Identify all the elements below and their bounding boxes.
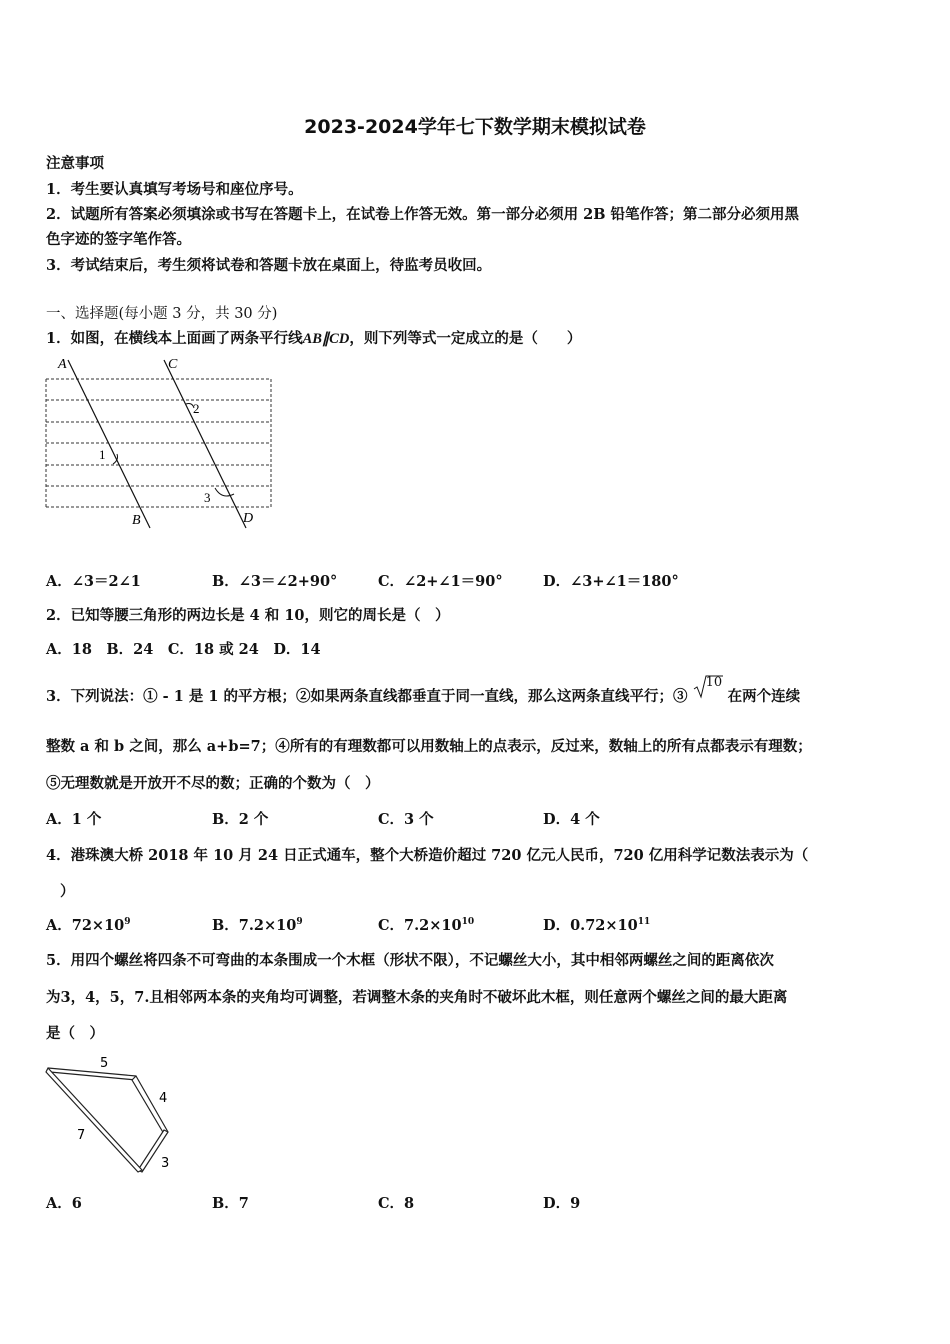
q1-option-d: D．∠3+∠1＝180° <box>543 573 679 590</box>
side-5-label: 5 <box>100 1056 109 1071</box>
q1-option-a: A．∠3＝2∠1 <box>46 573 141 590</box>
angle-1-label: 1 <box>99 447 106 462</box>
q4-option-a <box>46 914 131 935</box>
q4-option-a-base: A．72×10 <box>46 917 125 934</box>
q4-option-c-exp: 10 <box>461 917 475 928</box>
q1-stem-after: ，则下列等式一定成立的是（ ） <box>349 330 582 347</box>
q4-option-d <box>543 914 650 935</box>
question-4-line2: ） <box>60 883 75 900</box>
question-3-line2: 整数 a 和 b 之间，那么 a+b=7；④所有的有理数都可以用数轴上的点表示，反过来，数轴上的所有点都表示有理数； <box>46 738 812 755</box>
q3-option-a: A．1 个 <box>46 811 102 828</box>
question-1-stem <box>46 327 581 348</box>
notice-heading: 注意事项 <box>46 155 104 172</box>
label-a: A <box>58 357 67 372</box>
q4-option-b <box>212 914 303 935</box>
label-c: C <box>168 357 178 372</box>
q5-wooden-frame-figure <box>42 1050 192 1180</box>
sqrt-10 <box>693 675 723 701</box>
notice-item: 2．试题所有答案必须填涂或书写在答题卡上，在试卷上作答无效。第一部分必须用 2B 铅笔作答；第二部分必须用黑 <box>46 206 800 223</box>
q3-option-d: D．4 个 <box>543 811 600 828</box>
notice-item: 1．考生要认真填写考场号和座位序号。 <box>46 181 303 198</box>
q4-option-d-exp: 11 <box>637 917 651 928</box>
angle-2-label: 2 <box>193 401 200 416</box>
q4-option-a-exp: 9 <box>124 917 131 928</box>
question-5-line2: 为3，4，5，7.且相邻两本条的夹角均可调整，若调整木条的夹角时不破坏此木框，则任意两个螺丝之间的最大距离 <box>46 989 788 1006</box>
q5-option-d: D．9 <box>543 1195 581 1212</box>
notice-item: 色字迹的签字笔作答。 <box>46 231 191 248</box>
q4-option-c-base: C．7.2×10 <box>378 917 462 934</box>
side-3-label: 3 <box>161 1156 170 1171</box>
side-4-label: 4 <box>159 1091 168 1106</box>
q4-option-d-base: D．0.72×10 <box>543 917 638 934</box>
q3-line1-before: 3．下列说法：① - 1 是 1 的平方根；②如果两条直线都垂直于同一直线，那么这两条直线平行；③ <box>46 688 688 705</box>
q1-option-b: B．∠3＝∠2+90° <box>212 573 338 590</box>
q3-option-c: C．3 个 <box>378 811 434 828</box>
q3-line1-after: 在两个连续 <box>727 688 801 705</box>
question-4-line1: 4．港珠澳大桥 2018 年 10 月 24 日正式通车，整个大桥造价超过 720 亿元人民币，720 亿用科学记数法表示为（ <box>46 847 809 864</box>
q5-option-a: A．6 <box>46 1195 82 1212</box>
notice-item: 3．考试结束后，考生须将试卷和答题卡放在桌面上，待监考员收回。 <box>46 257 492 274</box>
q4-option-c <box>378 914 474 935</box>
q1-parallel-lines-figure <box>40 352 280 532</box>
q3-option-b: B．2 个 <box>212 811 269 828</box>
q1-option-c: C．∠2+∠1＝90° <box>378 573 503 590</box>
label-d: D <box>243 511 254 526</box>
section-heading: 一、选择题(每小题 3 分，共 30 分) <box>46 306 278 322</box>
q5-option-c: C．8 <box>378 1195 415 1212</box>
q4-option-b-base: B．7.2×10 <box>212 917 297 934</box>
question-5-line3: 是（ ） <box>46 1025 104 1042</box>
page-title: 2023-2024学年七下数学期末模拟试卷 <box>304 116 646 138</box>
question-5-line1: 5．用四个螺丝将四条不可弯曲的本条围成一个木框（形状不限），不记螺丝大小，其中相邻两螺丝之间的距离依次 <box>46 952 774 969</box>
radicand: 10 <box>705 675 723 690</box>
question-2-stem: 2．已知等腰三角形的两边长是 4 和 10，则它的周长是（ ） <box>46 607 450 624</box>
angle-3-label: 3 <box>204 490 211 505</box>
label-b: B <box>132 513 141 528</box>
question-3-line1 <box>46 675 801 706</box>
q1-stem-math: AB∥CD <box>302 331 350 347</box>
q1-stem-before: 1．如图，在横线本上面画了两条平行线 <box>46 330 303 347</box>
q4-option-b-exp: 9 <box>296 917 303 928</box>
side-7-label: 7 <box>77 1128 86 1143</box>
question-3-line3: ⑤无理数就是开放开不尽的数；正确的个数为（ ） <box>46 775 380 792</box>
q2-options: A．18 B．24 C．18 或 24 D．14 <box>46 641 321 658</box>
q5-option-b: B．7 <box>212 1195 249 1212</box>
